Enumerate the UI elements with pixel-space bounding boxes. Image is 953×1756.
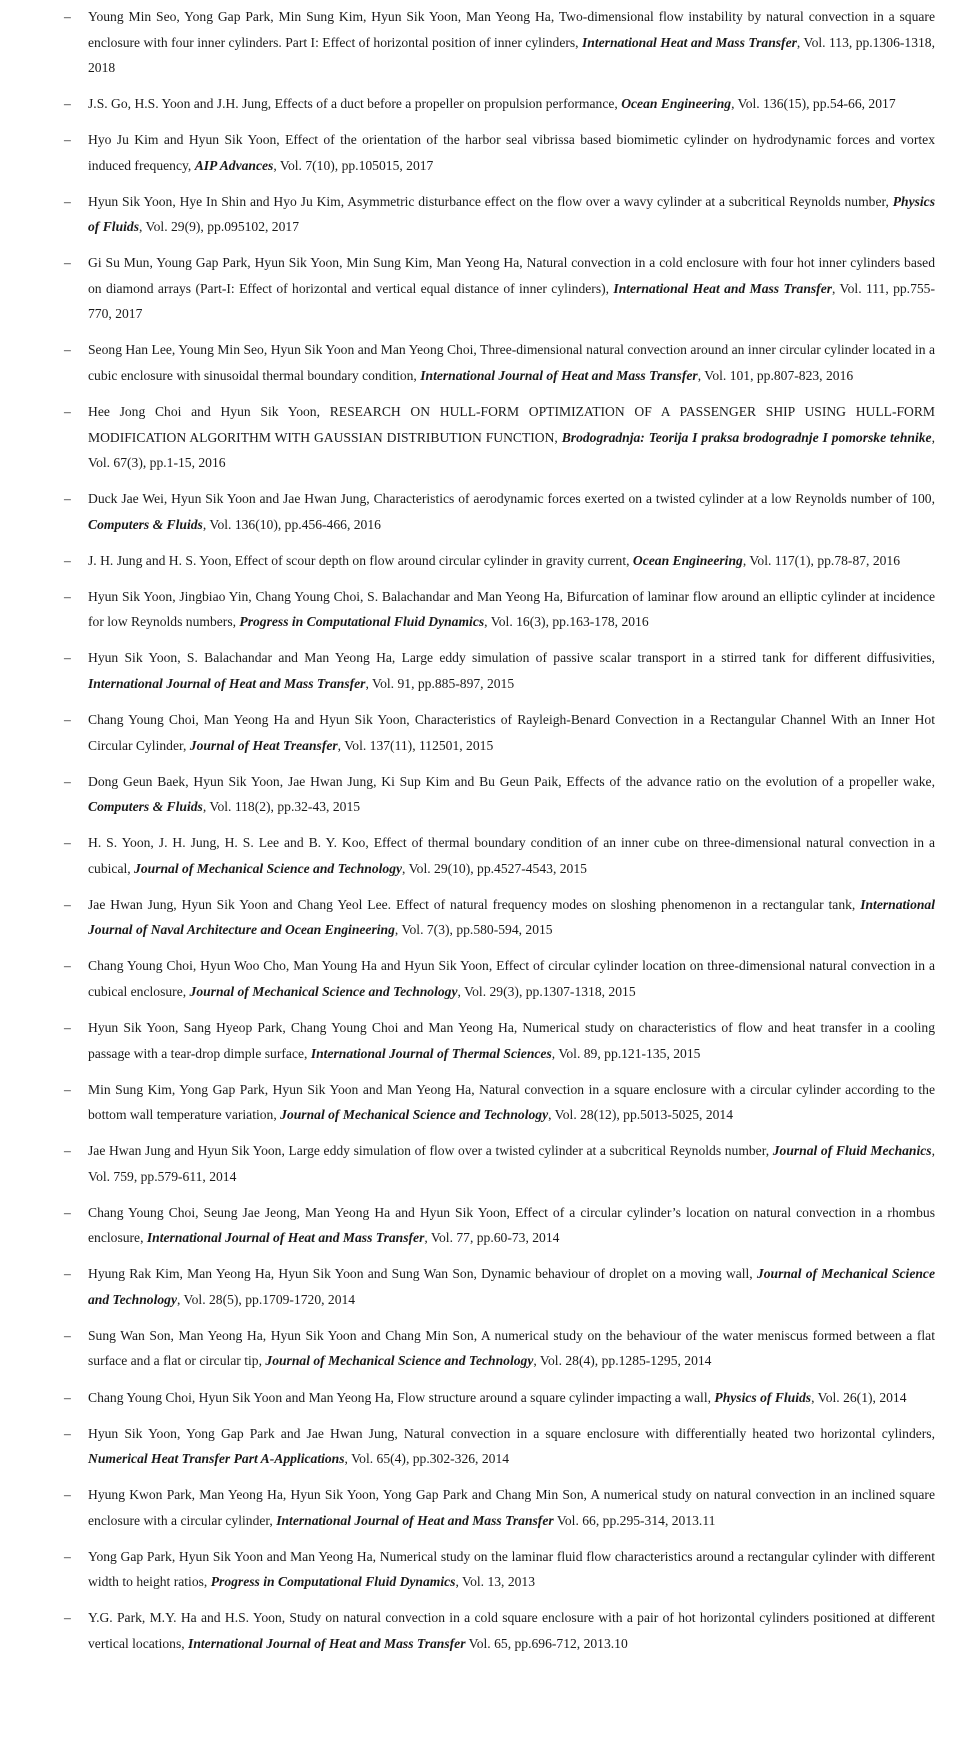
publication-journal: International Journal of Heat and Mass Transfer	[276, 1512, 554, 1528]
publication-details: , Vol. 101, pp.807-823, 2016	[697, 367, 854, 383]
publication-item	[0, 486, 953, 537]
publication-details: , Vol. 136(15), pp.54-66, 2017	[731, 96, 896, 112]
publication-item	[0, 1138, 953, 1189]
publication-authors-title: Hyun Sik Yoon, Hye In Shin and Hyo Ju Kim, Asymmetric disturbance effect on the flow over a wavy cylinder at a subcritical Reynolds number,	[88, 193, 893, 209]
list-bullet-dash: –	[64, 1610, 71, 1626]
publication-journal: International Heat and Mass Transfer	[582, 34, 797, 50]
publication-item	[0, 1261, 953, 1312]
list-bullet-dash: –	[64, 712, 71, 728]
publication-authors-title: Chang Young Choi, Man Yeong Ha and Hyun Sik Yoon, Characteristics of Rayleigh-Benard Convection in a Rectangular Channel With an Inner Hot Circular Cylinder,	[88, 712, 935, 753]
publication-item	[0, 189, 953, 240]
list-bullet-dash: –	[64, 552, 71, 568]
list-bullet-dash: –	[64, 491, 71, 507]
list-bullet-dash: –	[64, 1266, 71, 1282]
publication-item	[0, 707, 953, 758]
publication-journal: Physics of Fluids	[88, 193, 935, 235]
publication-details: , Vol. 137(11), 112501, 2015	[337, 737, 494, 753]
publication-journal: Journal of Mechanical Science and Technology	[280, 1107, 549, 1123]
publication-journal: Journal of Fluid Mechanics	[772, 1143, 932, 1159]
publication-authors-title: Chang Young Choi, Hyun Sik Yoon and Man Yeong Ha, Flow structure around a square cylinder impacting a wall,	[88, 1389, 715, 1405]
publication-authors-title: Hyung Rak Kim, Man Yeong Ha, Hyun Sik Yoon and Sung Wan Son, Dynamic behaviour of droplet on a moving wall,	[88, 1266, 757, 1282]
publication-authors-title: J. H. Jung and H. S. Yoon, Effect of scour depth on flow around circular cylinder in gravity current,	[88, 552, 633, 568]
publication-details: , Vol. 111, pp.755-770, 2017	[88, 280, 936, 322]
list-bullet-dash: –	[64, 1081, 71, 1097]
publication-journal: Progress in Computational Fluid Dynamics	[210, 1574, 456, 1590]
publication-journal: International Journal of Thermal Sciences	[310, 1045, 552, 1061]
publication-item	[0, 1421, 953, 1472]
publication-item	[0, 4, 953, 81]
publication-journal: Journal of Mechanical Science and Technology	[88, 1266, 935, 1307]
publication-journal: Ocean Engineering	[632, 552, 743, 568]
publication-details: , Vol. 77, pp.60-73, 2014	[424, 1230, 560, 1246]
publication-authors-title: Hyun Sik Yoon, Sang Hyeop Park, Chang Young Choi and Man Yeong Ha, Numerical study on characteristics of flow and heat transfer in a cooling passage with a tear-drop dimple surface,	[88, 1020, 935, 1061]
publication-details: , Vol. 91, pp.885-897, 2015	[365, 675, 515, 691]
publication-authors-title: Jae Hwan Jung, Hyun Sik Yoon and Chang Yeol Lee. Effect of natural frequency modes on sloshing phenomenon in a rectangular tank,	[88, 896, 861, 912]
publication-details: , Vol. 16(3), pp.163-178, 2016	[484, 614, 649, 630]
publication-item	[0, 337, 953, 388]
publication-details: , Vol. 759, pp.579-611, 2014	[88, 1143, 936, 1184]
publication-item	[0, 830, 953, 881]
publication-details: , Vol. 65(4), pp.302-326, 2014	[344, 1451, 510, 1467]
publication-item	[0, 1544, 953, 1595]
publication-details: , Vol. 113, pp.1306-1318, 2018	[88, 34, 935, 75]
list-bullet-dash: –	[64, 96, 71, 112]
list-bullet-dash: –	[64, 958, 71, 974]
publication-details: , Vol. 118(2), pp.32-43, 2015	[202, 799, 361, 815]
publication-item	[0, 91, 953, 117]
publication-journal: International Journal of Heat and Mass Transfer	[88, 675, 366, 691]
publication-authors-title: Jae Hwan Jung and Hyun Sik Yoon, Large eddy simulation of flow over a twisted cylinder at a subcritical Reynolds number,	[88, 1143, 773, 1159]
list-bullet-dash: –	[64, 773, 71, 789]
publication-authors-title: J.S. Go, H.S. Yoon and J.H. Jung, Effects of a duct before a propeller on propulsion performance,	[88, 96, 622, 112]
list-bullet-dash: –	[64, 342, 71, 358]
list-bullet-dash: –	[64, 650, 71, 666]
publication-authors-title: Young Min Seo, Yong Gap Park, Min Sung Kim, Hyun Sik Yoon, Man Yeong Ha, Two-dimensional flow instability by natural convection in a square enclosure with four inner cylinders. Part I: Effect of horizontal position of inner cylinders,	[88, 9, 935, 50]
publication-details: , Vol. 117(1), pp.78-87, 2016	[742, 552, 901, 568]
publication-authors-title: Gi Su Mun, Young Gap Park, Hyun Sik Yoon, Min Sung Kim, Man Yeong Ha, Natural convection in a cold enclosure with four hot inner cylinders based on diamond arrays (Part-I: Effect of horizontal and vertical equal distance of inner cylinders),	[88, 255, 935, 296]
publication-authors-title: Hyun Sik Yoon, S. Balachandar and Man Yeong Ha, Large eddy simulation of passive scalar transport in a stirred tank for different diffusivities,	[88, 650, 935, 666]
publication-journal: Journal of Mechanical Science and Technology	[134, 860, 403, 876]
list-bullet-dash: –	[64, 1425, 71, 1441]
publication-authors-title: Hyo Ju Kim and Hyun Sik Yoon, Effect of the orientation of the harbor seal vibrissa based biomimetic cylinder on hydrodynamic forces and vortex induced frequency,	[88, 132, 935, 173]
publication-journal: Physics of Fluids	[714, 1389, 812, 1405]
publication-journal: Journal of Mechanical Science and Technology	[265, 1353, 534, 1369]
list-bullet-dash: –	[64, 1389, 71, 1405]
publication-authors-title: H. S. Yoon, J. H. Jung, H. S. Lee and B. Y. Koo, Effect of thermal boundary condition of an inner cube on three-dimensional natural convection in a cubical,	[88, 835, 935, 876]
publication-journal: AIP Advances	[194, 157, 274, 173]
list-bullet-dash: –	[64, 193, 71, 209]
publication-item	[0, 250, 953, 327]
publication-journal: International Journal of Heat and Mass Transfer	[188, 1635, 466, 1651]
publication-journal: Ocean Engineering	[621, 96, 732, 112]
publication-details: , Vol. 26(1), 2014	[811, 1389, 907, 1405]
publication-authors-title: Hyun Sik Yoon, Yong Gap Park and Jae Hwan Jung, Natural convection in a square enclosure with differentially heated two horizontal cylinders,	[88, 1425, 935, 1441]
publication-details: , Vol. 67(3), pp.1-15, 2016	[88, 429, 935, 471]
publication-authors-title: Min Sung Kim, Yong Gap Park, Hyun Sik Yoon and Man Yeong Ha, Natural convection in a square enclosure with a circular cylinder according to the bottom wall temperature variation,	[88, 1081, 935, 1123]
publication-item	[0, 1482, 953, 1533]
publication-item	[0, 399, 953, 476]
publication-item	[0, 1605, 953, 1656]
publication-authors-title: Hee Jong Choi and Hyun Sik Yoon, RESEARCH ON HULL-FORM OPTIMIZATION OF A PASSENGER SHIP USING HULL-FORM MODIFICATION ALGORITHM WITH GAUSSIAN DISTRIBUTION FUNCTION,	[88, 404, 935, 445]
list-bullet-dash: –	[64, 1020, 71, 1035]
publication-journal: Journal of Heat Treansfer	[189, 737, 338, 753]
list-bullet-dash: –	[64, 1143, 71, 1159]
publication-details: , Vol. 29(10), pp.4527-4543, 2015	[402, 860, 587, 876]
list-bullet-dash: –	[64, 255, 71, 271]
publication-journal: Brodogradnja: Teorija I praksa brodogradnje I pomorske tehnike	[561, 429, 932, 445]
publication-details: , Vol. 89, pp.121-135, 2015	[551, 1045, 701, 1061]
publication-journal: International Journal of Heat and Mass Transfer	[146, 1230, 425, 1246]
publication-details: , Vol. 28(5), pp.1709-1720, 2014	[177, 1291, 356, 1307]
publication-journal: Computers & Fluids	[88, 799, 203, 815]
publication-journal: Numerical Heat Transfer Part A-Applications	[88, 1451, 345, 1467]
publication-item	[0, 1200, 953, 1251]
publication-details: , Vol. 28(4), pp.1285-1295, 2014	[533, 1353, 712, 1369]
publication-details: , Vol. 136(10), pp.456-466, 2016	[202, 516, 381, 532]
list-bullet-dash: –	[64, 896, 71, 912]
publication-item	[0, 769, 953, 820]
publication-authors-title: Yong Gap Park, Hyun Sik Yoon and Man Yeong Ha, Numerical study on the laminar fluid flow characteristics around a rectangular cylinder with different width to height ratios,	[88, 1548, 935, 1590]
publication-details: , Vol. 29(3), pp.1307-1318, 2015	[457, 983, 636, 999]
publication-item	[0, 892, 953, 943]
publication-journal: International Journal of Naval Architecture and Ocean Engineering	[88, 896, 935, 938]
publication-item	[0, 548, 953, 574]
publication-item	[0, 1015, 953, 1066]
publication-details: , Vol. 7(10), pp.105015, 2017	[273, 157, 434, 173]
publication-details: , Vol. 7(3), pp.580-594, 2015	[394, 922, 553, 938]
list-bullet-dash: –	[64, 1548, 71, 1564]
publication-item	[0, 1077, 953, 1128]
list-bullet-dash: –	[64, 1327, 71, 1343]
publication-details: , Vol. 29(9), pp.095102, 2017	[139, 219, 299, 235]
publication-details: , Vol. 13, 2013	[455, 1574, 536, 1590]
publication-list	[0, 4, 953, 1667]
publication-authors-title: Hyun Sik Yoon, Jingbiao Yin, Chang Young Choi, S. Balachandar and Man Yeong Ha, Bifurcation of laminar flow around an elliptic cylinder at incidence for low Reynolds numbers,	[88, 588, 935, 630]
publication-item	[0, 645, 953, 696]
publication-details: Vol. 65, pp.696-712, 2013.10	[465, 1635, 628, 1651]
publication-authors-title: Hyung Kwon Park, Man Yeong Ha, Hyun Sik Yoon, Yong Gap Park and Chang Min Son, A numerical study on natural convection in an inclined square enclosure with a circular cylinder,	[88, 1487, 935, 1528]
list-bullet-dash: –	[64, 404, 71, 420]
publication-authors-title: Dong Geun Baek, Hyun Sik Yoon, Jae Hwan Jung, Ki Sup Kim and Bu Geun Paik, Effects of the advance ratio on the evolution of a propeller wake,	[88, 773, 935, 789]
publication-authors-title: Sung Wan Son, Man Yeong Ha, Hyun Sik Yoon and Chang Min Son, A numerical study on the behaviour of the water meniscus formed between a flat surface and a flat or circular tip,	[88, 1327, 935, 1369]
list-bullet-dash: –	[64, 835, 71, 851]
publication-authors-title: Y.G. Park, M.Y. Ha and H.S. Yoon, Study on natural convection in a cold square enclosure with a pair of hot horizontal cylinders positioned at different vertical locations,	[88, 1610, 935, 1651]
publication-journal: Journal of Mechanical Science and Technology	[189, 983, 458, 999]
publication-authors-title: Duck Jae Wei, Hyun Sik Yoon and Jae Hwan Jung, Characteristics of aerodynamic forces exerted on a twisted cylinder at a low Reynolds number of 100,	[88, 491, 935, 507]
publication-journal: International Journal of Heat and Mass Transfer	[420, 367, 698, 383]
publication-journal: International Heat and Mass Transfer	[613, 280, 833, 296]
publication-item	[0, 1323, 953, 1374]
list-bullet-dash: –	[64, 1487, 71, 1503]
publication-item	[0, 127, 953, 178]
publication-item	[0, 953, 953, 1004]
publication-authors-title: Seong Han Lee, Young Min Seo, Hyun Sik Yoon and Man Yeong Choi, Three-dimensional natural convection around an inner circular cylinder located in a cubic enclosure with sinusoidal thermal boundary condition,	[88, 342, 935, 383]
list-bullet-dash: –	[64, 9, 71, 24]
publication-item	[0, 584, 953, 635]
publication-details: , Vol. 28(12), pp.5013-5025, 2014	[548, 1107, 734, 1123]
list-bullet-dash: –	[64, 1204, 71, 1220]
publication-item	[0, 1385, 953, 1411]
publication-journal: Progress in Computational Fluid Dynamics	[239, 614, 485, 630]
list-bullet-dash: –	[64, 588, 71, 604]
list-bullet-dash: –	[64, 132, 71, 148]
publication-details: Vol. 66, pp.295-314, 2013.11	[553, 1512, 716, 1528]
publication-authors-title: Chang Young Choi, Seung Jae Jeong, Man Yeong Ha and Hyun Sik Yoon, Effect of a circular cylinder’s location on natural convection in a rhombus enclosure,	[88, 1204, 935, 1246]
publication-journal: Computers & Fluids	[88, 516, 203, 532]
publication-authors-title: Chang Young Choi, Hyun Woo Cho, Man Young Ha and Hyun Sik Yoon, Effect of circular cylinder location on three-dimensional natural convection in a cubical enclosure,	[88, 958, 935, 999]
